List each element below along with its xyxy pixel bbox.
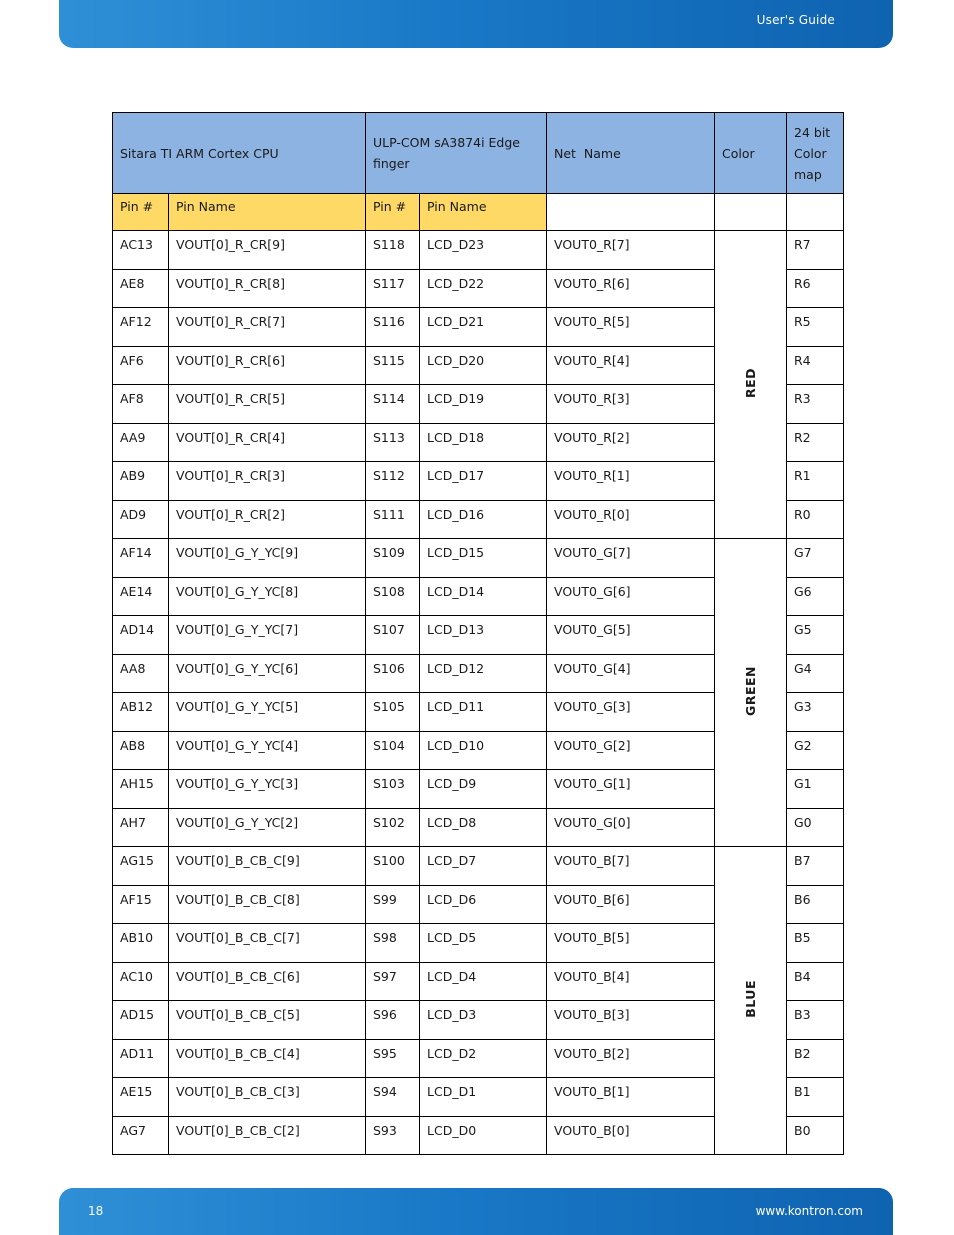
edge-pin-cell: S95 bbox=[366, 1039, 420, 1078]
page-number: 18 bbox=[88, 1204, 104, 1218]
header-edge-finger: ULP-COM sA3874i Edge finger bbox=[366, 113, 547, 194]
edge-pin-name-cell: LCD_D11 bbox=[420, 693, 547, 732]
net-name-cell: VOUT0_G[2] bbox=[547, 731, 715, 770]
net-name-cell: VOUT0_B[0] bbox=[547, 1116, 715, 1155]
cpu-pin-name-cell: VOUT[0]_R_CR[6] bbox=[169, 346, 366, 385]
color-map-cell: B4 bbox=[787, 962, 844, 1001]
color-group-cell bbox=[715, 847, 787, 1155]
edge-pin-name-cell: LCD_D0 bbox=[420, 1116, 547, 1155]
cpu-pin-cell: AC10 bbox=[113, 962, 169, 1001]
top-banner bbox=[59, 0, 893, 48]
net-name-cell: VOUT0_G[4] bbox=[547, 654, 715, 693]
cpu-pin-name-cell: VOUT[0]_G_Y_YC[6] bbox=[169, 654, 366, 693]
edge-pin-cell: S108 bbox=[366, 577, 420, 616]
cpu-pin-name-cell: VOUT[0]_R_CR[3] bbox=[169, 462, 366, 501]
edge-pin-name-cell: LCD_D13 bbox=[420, 616, 547, 655]
edge-pin-name-cell: LCD_D17 bbox=[420, 462, 547, 501]
header-net-name: Net Name bbox=[547, 113, 715, 194]
cpu-pin-name-cell: VOUT[0]_G_Y_YC[9] bbox=[169, 539, 366, 578]
cpu-pin-name-cell: VOUT[0]_R_CR[7] bbox=[169, 308, 366, 347]
color-map-cell: B3 bbox=[787, 1001, 844, 1040]
color-map-cell: B2 bbox=[787, 1039, 844, 1078]
cpu-pin-name-cell: VOUT[0]_B_CB_C[4] bbox=[169, 1039, 366, 1078]
edge-pin-name-cell: LCD_D3 bbox=[420, 1001, 547, 1040]
color-map-cell: G5 bbox=[787, 616, 844, 655]
edge-pin-cell: S112 bbox=[366, 462, 420, 501]
edge-pin-name-cell: LCD_D21 bbox=[420, 308, 547, 347]
cpu-pin-cell: AA9 bbox=[113, 423, 169, 462]
subheader-edge-pin-name: Pin Name bbox=[420, 194, 547, 231]
net-name-cell: VOUT0_R[2] bbox=[547, 423, 715, 462]
cpu-pin-name-cell: VOUT[0]_R_CR[2] bbox=[169, 500, 366, 539]
net-name-cell: VOUT0_B[7] bbox=[547, 847, 715, 886]
cpu-pin-cell: AD9 bbox=[113, 500, 169, 539]
edge-pin-name-cell: LCD_D22 bbox=[420, 269, 547, 308]
table-row bbox=[113, 539, 844, 578]
edge-pin-cell: S106 bbox=[366, 654, 420, 693]
edge-pin-cell: S98 bbox=[366, 924, 420, 963]
edge-pin-cell: S107 bbox=[366, 616, 420, 655]
edge-pin-cell: S109 bbox=[366, 539, 420, 578]
net-name-cell: VOUT0_R[3] bbox=[547, 385, 715, 424]
pin-mapping-table bbox=[112, 112, 844, 1155]
net-name-cell: VOUT0_G[3] bbox=[547, 693, 715, 732]
table-row bbox=[113, 847, 844, 886]
color-map-cell: G2 bbox=[787, 731, 844, 770]
color-map-cell: G0 bbox=[787, 808, 844, 847]
color-map-cell: G1 bbox=[787, 770, 844, 809]
edge-pin-name-cell: LCD_D7 bbox=[420, 847, 547, 886]
website-link: www.kontron.com bbox=[755, 1204, 863, 1218]
color-map-cell: R3 bbox=[787, 385, 844, 424]
color-map-cell: R4 bbox=[787, 346, 844, 385]
net-name-cell: VOUT0_R[6] bbox=[547, 269, 715, 308]
cpu-pin-cell: AB10 bbox=[113, 924, 169, 963]
edge-pin-name-cell: LCD_D1 bbox=[420, 1078, 547, 1117]
color-map-cell: G7 bbox=[787, 539, 844, 578]
cpu-pin-name-cell: VOUT[0]_B_CB_C[5] bbox=[169, 1001, 366, 1040]
color-map-cell: R6 bbox=[787, 269, 844, 308]
color-group-cell bbox=[715, 539, 787, 847]
cpu-pin-cell: AF15 bbox=[113, 885, 169, 924]
subheader-cpu-pin-name: Pin Name bbox=[169, 194, 366, 231]
edge-pin-name-cell: LCD_D18 bbox=[420, 423, 547, 462]
cpu-pin-name-cell: VOUT[0]_B_CB_C[7] bbox=[169, 924, 366, 963]
guide-label: User's Guide bbox=[756, 13, 835, 27]
subheader-cpu-pin: Pin # bbox=[113, 194, 169, 231]
edge-pin-cell: S103 bbox=[366, 770, 420, 809]
cpu-pin-cell: AB9 bbox=[113, 462, 169, 501]
cpu-pin-cell: AB12 bbox=[113, 693, 169, 732]
net-name-cell: VOUT0_R[7] bbox=[547, 231, 715, 270]
color-map-cell: G3 bbox=[787, 693, 844, 732]
subheader-empty bbox=[787, 194, 844, 231]
cpu-pin-cell: AB8 bbox=[113, 731, 169, 770]
net-name-cell: VOUT0_G[7] bbox=[547, 539, 715, 578]
cpu-pin-cell: AA8 bbox=[113, 654, 169, 693]
edge-pin-cell: S104 bbox=[366, 731, 420, 770]
edge-pin-cell: S117 bbox=[366, 269, 420, 308]
cpu-pin-name-cell: VOUT[0]_G_Y_YC[5] bbox=[169, 693, 366, 732]
cpu-pin-name-cell: VOUT[0]_B_CB_C[9] bbox=[169, 847, 366, 886]
cpu-pin-cell: AH7 bbox=[113, 808, 169, 847]
edge-pin-name-cell: LCD_D4 bbox=[420, 962, 547, 1001]
edge-pin-cell: S118 bbox=[366, 231, 420, 270]
cpu-pin-cell: AC13 bbox=[113, 231, 169, 270]
subheader-edge-pin: Pin # bbox=[366, 194, 420, 231]
net-name-cell: VOUT0_B[5] bbox=[547, 924, 715, 963]
edge-pin-cell: S114 bbox=[366, 385, 420, 424]
net-name-cell: VOUT0_G[1] bbox=[547, 770, 715, 809]
color-map-cell: R5 bbox=[787, 308, 844, 347]
net-name-cell: VOUT0_B[6] bbox=[547, 885, 715, 924]
edge-pin-name-cell: LCD_D20 bbox=[420, 346, 547, 385]
net-name-cell: VOUT0_R[1] bbox=[547, 462, 715, 501]
edge-pin-cell: S97 bbox=[366, 962, 420, 1001]
cpu-pin-cell: AG15 bbox=[113, 847, 169, 886]
edge-pin-name-cell: LCD_D5 bbox=[420, 924, 547, 963]
cpu-pin-cell: AE8 bbox=[113, 269, 169, 308]
net-name-cell: VOUT0_R[4] bbox=[547, 346, 715, 385]
cpu-pin-name-cell: VOUT[0]_R_CR[8] bbox=[169, 269, 366, 308]
cpu-pin-name-cell: VOUT[0]_B_CB_C[3] bbox=[169, 1078, 366, 1117]
net-name-cell: VOUT0_B[2] bbox=[547, 1039, 715, 1078]
cpu-pin-cell: AD14 bbox=[113, 616, 169, 655]
edge-pin-name-cell: LCD_D2 bbox=[420, 1039, 547, 1078]
cpu-pin-cell: AD11 bbox=[113, 1039, 169, 1078]
cpu-pin-cell: AF8 bbox=[113, 385, 169, 424]
edge-pin-cell: S111 bbox=[366, 500, 420, 539]
cpu-pin-name-cell: VOUT[0]_G_Y_YC[3] bbox=[169, 770, 366, 809]
color-map-cell: B0 bbox=[787, 1116, 844, 1155]
edge-pin-cell: S115 bbox=[366, 346, 420, 385]
edge-pin-name-cell: LCD_D6 bbox=[420, 885, 547, 924]
edge-pin-cell: S100 bbox=[366, 847, 420, 886]
edge-pin-cell: S99 bbox=[366, 885, 420, 924]
color-map-cell: R0 bbox=[787, 500, 844, 539]
subheader-empty bbox=[715, 194, 787, 231]
cpu-pin-name-cell: VOUT[0]_B_CB_C[8] bbox=[169, 885, 366, 924]
color-map-cell: G4 bbox=[787, 654, 844, 693]
header-color: Color bbox=[715, 113, 787, 194]
cpu-pin-cell: AE14 bbox=[113, 577, 169, 616]
bottom-banner bbox=[59, 1188, 893, 1235]
color-map-cell: B5 bbox=[787, 924, 844, 963]
edge-pin-name-cell: LCD_D19 bbox=[420, 385, 547, 424]
net-name-cell: VOUT0_B[4] bbox=[547, 962, 715, 1001]
edge-pin-name-cell: LCD_D23 bbox=[420, 231, 547, 270]
cpu-pin-name-cell: VOUT[0]_G_Y_YC[8] bbox=[169, 577, 366, 616]
edge-pin-name-cell: LCD_D16 bbox=[420, 500, 547, 539]
cpu-pin-name-cell: VOUT[0]_G_Y_YC[2] bbox=[169, 808, 366, 847]
color-group-label: GREEN bbox=[743, 666, 758, 716]
color-map-cell: B6 bbox=[787, 885, 844, 924]
net-name-cell: VOUT0_G[0] bbox=[547, 808, 715, 847]
cpu-pin-name-cell: VOUT[0]_R_CR[9] bbox=[169, 231, 366, 270]
cpu-pin-name-cell: VOUT[0]_R_CR[4] bbox=[169, 423, 366, 462]
color-map-cell: B7 bbox=[787, 847, 844, 886]
edge-pin-cell: S116 bbox=[366, 308, 420, 347]
cpu-pin-cell: AG7 bbox=[113, 1116, 169, 1155]
cpu-pin-cell: AD15 bbox=[113, 1001, 169, 1040]
net-name-cell: VOUT0_B[1] bbox=[547, 1078, 715, 1117]
color-group-label: BLUE bbox=[743, 980, 758, 1018]
cpu-pin-name-cell: VOUT[0]_G_Y_YC[7] bbox=[169, 616, 366, 655]
edge-pin-cell: S113 bbox=[366, 423, 420, 462]
cpu-pin-name-cell: VOUT[0]_R_CR[5] bbox=[169, 385, 366, 424]
net-name-cell: VOUT0_R[5] bbox=[547, 308, 715, 347]
net-name-cell: VOUT0_R[0] bbox=[547, 500, 715, 539]
net-name-cell: VOUT0_B[3] bbox=[547, 1001, 715, 1040]
edge-pin-cell: S102 bbox=[366, 808, 420, 847]
edge-pin-cell: S93 bbox=[366, 1116, 420, 1155]
cpu-pin-cell: AE15 bbox=[113, 1078, 169, 1117]
edge-pin-name-cell: LCD_D12 bbox=[420, 654, 547, 693]
edge-pin-cell: S105 bbox=[366, 693, 420, 732]
cpu-pin-cell: AF12 bbox=[113, 308, 169, 347]
color-map-cell: G6 bbox=[787, 577, 844, 616]
edge-pin-cell: S94 bbox=[366, 1078, 420, 1117]
edge-pin-name-cell: LCD_D15 bbox=[420, 539, 547, 578]
net-name-cell: VOUT0_G[5] bbox=[547, 616, 715, 655]
cpu-pin-cell: AH15 bbox=[113, 770, 169, 809]
color-group-cell bbox=[715, 231, 787, 539]
edge-pin-name-cell: LCD_D8 bbox=[420, 808, 547, 847]
color-map-cell: R1 bbox=[787, 462, 844, 501]
color-map-cell: B1 bbox=[787, 1078, 844, 1117]
cpu-pin-cell: AF14 bbox=[113, 539, 169, 578]
cpu-pin-name-cell: VOUT[0]_G_Y_YC[4] bbox=[169, 731, 366, 770]
header-color-map: 24 bit Color map bbox=[787, 113, 844, 194]
cpu-pin-cell: AF6 bbox=[113, 346, 169, 385]
header-cpu: Sitara TI ARM Cortex CPU bbox=[113, 113, 366, 194]
cpu-pin-name-cell: VOUT[0]_B_CB_C[6] bbox=[169, 962, 366, 1001]
net-name-cell: VOUT0_G[6] bbox=[547, 577, 715, 616]
color-map-cell: R7 bbox=[787, 231, 844, 270]
table-header-row bbox=[113, 113, 844, 194]
table-subheader-row bbox=[113, 194, 844, 231]
edge-pin-cell: S96 bbox=[366, 1001, 420, 1040]
table-row bbox=[113, 231, 844, 270]
edge-pin-name-cell: LCD_D10 bbox=[420, 731, 547, 770]
subheader-empty bbox=[547, 194, 715, 231]
edge-pin-name-cell: LCD_D14 bbox=[420, 577, 547, 616]
color-map-cell: R2 bbox=[787, 423, 844, 462]
edge-pin-name-cell: LCD_D9 bbox=[420, 770, 547, 809]
cpu-pin-name-cell: VOUT[0]_B_CB_C[2] bbox=[169, 1116, 366, 1155]
color-group-label: RED bbox=[743, 367, 758, 399]
